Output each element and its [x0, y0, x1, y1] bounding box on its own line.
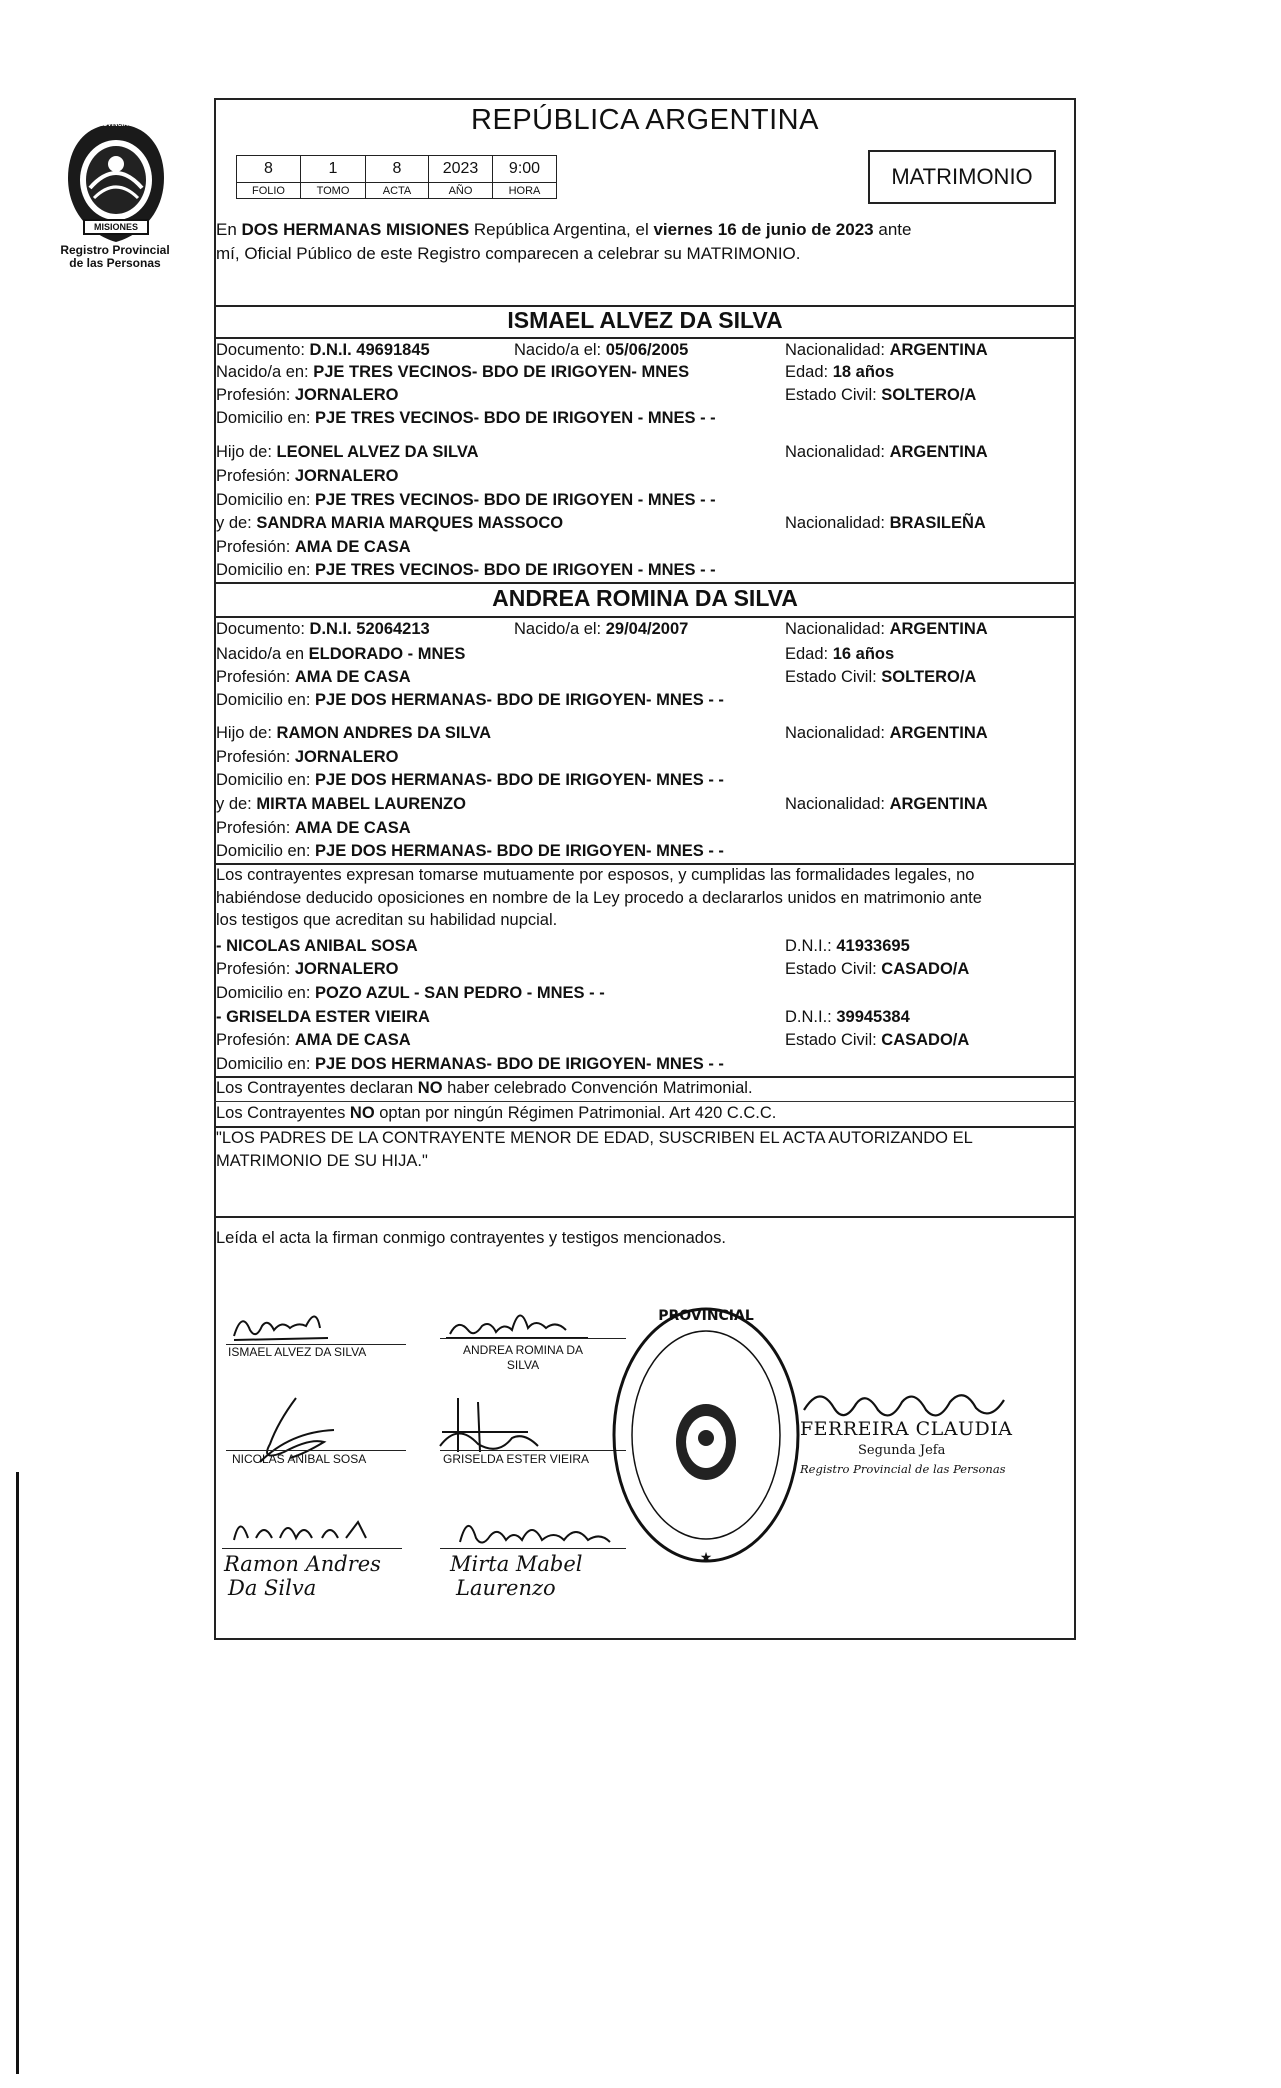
father-signature — [226, 1508, 376, 1548]
official-title: Segunda Jefa — [858, 1443, 946, 1458]
value: SANDRA MARIA MARQUES MASSOCO — [256, 514, 564, 532]
groom-profession — [216, 384, 398, 406]
label: Profesión: — [216, 1031, 295, 1049]
groom-mother-address — [216, 559, 716, 581]
intro-paragraph — [216, 218, 1074, 266]
value: 16 años — [832, 645, 895, 663]
groom-mother-nationality — [785, 512, 986, 534]
official-office: Registro Provincial de las Personas — [800, 1462, 1006, 1476]
mother-handwritten-line-1: Mirta Mabel — [450, 1552, 583, 1576]
value: ELDORADO - MNES — [308, 645, 466, 663]
label: Documento: — [216, 620, 310, 638]
bride-father-address — [216, 769, 724, 791]
divider — [214, 582, 1076, 584]
bride-signature-label-1: ANDREA ROMINA DA — [462, 1343, 584, 1357]
signature-line — [440, 1450, 626, 1451]
value: MIRTA MABEL LAURENZO — [256, 795, 466, 813]
value: LEONEL ALVEZ DA SILVA — [276, 443, 479, 461]
bride-signature — [440, 1298, 590, 1348]
bride-signature-label-2: SILVA — [506, 1358, 540, 1372]
label: Profesión: — [216, 960, 295, 978]
witness-1-dni — [785, 935, 910, 957]
svg-text:PROVINCIAL: PROVINCIAL — [658, 1308, 754, 1324]
value: ARGENTINA — [889, 795, 988, 813]
note-convention — [216, 1077, 753, 1099]
label: Profesión: — [216, 668, 295, 686]
label: Hijo de: — [216, 443, 277, 461]
label: Domicilio en: — [216, 491, 316, 509]
value: 41933695 — [836, 937, 910, 955]
value: 29/04/2007 — [605, 620, 689, 638]
label: Nacionalidad: — [785, 514, 890, 532]
father-handwritten-name — [224, 1552, 381, 1600]
father-handwritten-line-2: Da Silva — [228, 1576, 317, 1600]
anio-value: 2023 — [429, 156, 493, 183]
label: Domicilio en: — [216, 984, 316, 1002]
label: Domicilio en: — [216, 691, 316, 709]
registry-caption-line2: de las Personas — [69, 256, 161, 270]
groom-father-address — [216, 489, 716, 511]
witness-1-profession — [216, 958, 398, 980]
value: RAMON ANDRES DA SILVA — [276, 724, 492, 742]
value: AMA DE CASA — [294, 668, 411, 686]
mother-handwritten-line-2: Laurenzo — [456, 1576, 556, 1600]
label: y de: — [216, 795, 257, 813]
groom-document — [216, 339, 430, 361]
bride-father — [216, 722, 491, 744]
label: Estado Civil: — [785, 668, 882, 686]
intro-text-3: ante — [873, 220, 912, 239]
witness-2-name — [216, 1006, 430, 1028]
value: D.N.I. 49691845 — [309, 341, 430, 359]
value: PJE DOS HERMANAS- BDO DE IRIGOYEN- MNES - - — [315, 771, 724, 789]
declaration-line-1: Los contrayentes expresan tomarse mutuamente por esposos, y cumplidas las formalidades legales, no — [216, 866, 975, 884]
registry-caption-line1: Registro Provincial — [60, 243, 170, 257]
groom-mother — [216, 512, 563, 534]
note-text: Los Contrayentes declaran — [216, 1079, 418, 1097]
label: Domicilio en: — [216, 561, 316, 579]
signature-line — [440, 1338, 626, 1339]
label: Domicilio en: — [216, 1055, 316, 1073]
signature-line — [226, 1450, 406, 1451]
bride-father-nationality — [785, 722, 988, 744]
label: Profesión: — [216, 467, 295, 485]
note-emphasis: NO — [417, 1079, 443, 1097]
label: Hijo de: — [216, 724, 277, 742]
label: Profesión: — [216, 386, 295, 404]
groom-nationality — [785, 339, 988, 361]
label: Edad: — [785, 645, 833, 663]
intro-text-1: En — [216, 220, 242, 239]
logo-top-text: PROVINCIA DE — [94, 122, 138, 128]
value: AMA DE CASA — [294, 1031, 411, 1049]
bride-birthdate — [514, 618, 688, 640]
value: ARGENTINA — [889, 443, 988, 461]
observation-line-2: MATRIMONIO DE SU HIJA." — [216, 1151, 428, 1170]
witness-2-dni — [785, 1006, 910, 1028]
record-grid — [236, 155, 557, 199]
country-title: REPÚBLICA ARGENTINA — [471, 104, 819, 136]
witness-2-profession — [216, 1029, 411, 1051]
acta-value: 8 — [366, 156, 429, 183]
label: Nacido/a en: — [216, 363, 314, 381]
witness-2-civil-status — [785, 1029, 969, 1051]
father-handwritten-line-1: Ramon Andres — [224, 1552, 381, 1576]
anio-label: AÑO — [429, 183, 493, 199]
value: PJE DOS HERMANAS- BDO DE IRIGOYEN- MNES - - — [315, 842, 724, 860]
value: CASADO/A — [881, 1031, 970, 1049]
groom-father-nationality — [785, 441, 988, 463]
label: Nacionalidad: — [785, 620, 890, 638]
label: D.N.I.: — [785, 1008, 837, 1026]
bride-mother-address — [216, 840, 724, 862]
value: ARGENTINA — [889, 620, 988, 638]
groom-birthplace — [216, 361, 689, 383]
note-regime — [216, 1102, 776, 1124]
value: PJE TRES VECINOS- BDO DE IRIGOYEN - MNES - - — [315, 409, 716, 427]
value: SOLTERO/A — [881, 668, 977, 686]
groom-father-profession — [216, 465, 398, 487]
label: Nacionalidad: — [785, 795, 890, 813]
act-type-box: MATRIMONIO — [868, 150, 1056, 204]
mother-signature — [450, 1508, 620, 1552]
groom-name-heading: ISMAEL ALVEZ DA SILVA — [507, 307, 783, 333]
bride-age — [785, 643, 894, 665]
witness-2-address — [216, 1053, 724, 1075]
value: POZO AZUL - SAN PEDRO - MNES - - — [315, 984, 605, 1002]
official-round-seal-stamp — [606, 1300, 806, 1570]
groom-signature — [228, 1300, 338, 1348]
value: PJE DOS HERMANAS- BDO DE IRIGOYEN- MNES - - — [315, 1055, 724, 1073]
label: Profesión: — [216, 748, 295, 766]
groom-civil-status — [785, 384, 976, 406]
mother-handwritten-name — [450, 1552, 583, 1600]
value: PJE TRES VECINOS- BDO DE IRIGOYEN - MNES - - — [315, 491, 716, 509]
bride-signature-label — [458, 1343, 588, 1373]
label: Edad: — [785, 363, 833, 381]
declaration-line-2: habiéndose deducido oposiciones en nombre de la Ley procedo a declararlos unidos en matrimonio ante — [216, 888, 982, 907]
groom-address — [216, 407, 716, 429]
divider — [214, 1216, 1076, 1218]
value: BRASILEÑA — [889, 514, 986, 532]
label: Nacionalidad: — [785, 724, 890, 742]
witness-2-signature-label: GRISELDA ESTER VIEIRA — [443, 1452, 590, 1466]
intro-line-2: mí, Oficial Público de este Registro comparecen a celebrar su MATRIMONIO. — [216, 244, 801, 263]
label: Estado Civil: — [785, 386, 882, 404]
observation-paragraph — [216, 1127, 1076, 1172]
label: Estado Civil: — [785, 1031, 882, 1049]
label: Domicilio en: — [216, 842, 316, 860]
value: CASADO/A — [881, 960, 970, 978]
signature-line — [222, 1548, 402, 1549]
svg-text:★: ★ — [699, 1550, 713, 1566]
registry-caption — [40, 244, 190, 270]
label: Nacionalidad: — [785, 443, 890, 461]
groom-signature-label: ISMAEL ALVEZ DA SILVA — [228, 1345, 367, 1359]
label: Documento: — [216, 341, 310, 359]
value: 18 años — [832, 363, 895, 381]
intro-place: DOS HERMANAS MISIONES — [241, 220, 470, 239]
groom-father — [216, 441, 479, 463]
witness-1-name — [216, 935, 418, 957]
bride-address — [216, 689, 724, 711]
witness-1-signature-label: NICOLAS ANIBAL SOSA — [232, 1452, 367, 1466]
value: PJE TRES VECINOS- BDO DE IRIGOYEN- MNES — [313, 363, 690, 381]
label: Nacionalidad: — [785, 341, 890, 359]
bride-mother-nationality — [785, 793, 988, 815]
label: D.N.I.: — [785, 937, 837, 955]
bride-mother-profession — [216, 817, 411, 839]
value: JORNALERO — [294, 386, 399, 404]
value: AMA DE CASA — [294, 819, 411, 837]
acta-label: ACTA — [366, 183, 429, 199]
note-text: Los Contrayentes — [216, 1104, 350, 1122]
groom-mother-profession — [216, 536, 411, 558]
bride-birthplace — [216, 643, 465, 665]
scan-margin-line — [16, 1472, 19, 2074]
value: JORNALERO — [294, 467, 399, 485]
value: D.N.I. 52064213 — [309, 620, 430, 638]
hora-label: HORA — [493, 183, 557, 199]
declaration-line-3: los testigos que acreditan su habilidad nupcial. — [216, 911, 558, 929]
intro-text-2: República Argentina, el — [469, 220, 654, 239]
declaration-paragraph — [216, 864, 1076, 932]
value: JORNALERO — [294, 960, 399, 978]
folio-label: FOLIO — [237, 183, 301, 199]
official-name: FERREIRA CLAUDIA — [800, 1418, 1013, 1440]
bride-document — [216, 618, 430, 640]
value: SOLTERO/A — [881, 386, 977, 404]
tomo-value: 1 — [301, 156, 366, 183]
value: PJE DOS HERMANAS- BDO DE IRIGOYEN- MNES - - — [315, 691, 724, 709]
label: Estado Civil: — [785, 960, 882, 978]
intro-date: viernes 16 de junio de 2023 — [653, 220, 874, 239]
value: ARGENTINA — [889, 341, 988, 359]
logo-banner-text: MISIONES — [93, 222, 138, 232]
note-emphasis: NO — [349, 1104, 375, 1122]
label: Nacido/a el: — [514, 341, 606, 359]
value: - NICOLAS ANIBAL SOSA — [216, 937, 418, 955]
folio-value: 8 — [237, 156, 301, 183]
value: - GRISELDA ESTER VIEIRA — [216, 1008, 430, 1026]
witness-1-civil-status — [785, 958, 969, 980]
label: Domicilio en: — [216, 409, 316, 427]
label: Nacido/a en — [216, 645, 309, 663]
groom-birthdate — [514, 339, 688, 361]
label: Nacido/a el: — [514, 620, 606, 638]
label: y de: — [216, 514, 257, 532]
witness-1-address — [216, 982, 605, 1004]
label: Profesión: — [216, 819, 295, 837]
bride-name-heading: ANDREA ROMINA DA SILVA — [492, 585, 798, 611]
signature-line — [440, 1548, 626, 1549]
tomo-label: TOMO — [301, 183, 366, 199]
value: ARGENTINA — [889, 724, 988, 742]
groom-age — [785, 361, 894, 383]
value: PJE TRES VECINOS- BDO DE IRIGOYEN - MNES - - — [315, 561, 716, 579]
note-text: optan por ningún Régimen Patrimonial. Art 420 C.C.C. — [374, 1104, 777, 1122]
hora-value: 9:00 — [493, 156, 557, 183]
bride-mother — [216, 793, 466, 815]
label: Domicilio en: — [216, 771, 316, 789]
value: 05/06/2005 — [605, 341, 689, 359]
bride-nationality — [785, 618, 988, 640]
note-text: haber celebrado Convención Matrimonial. — [442, 1079, 753, 1097]
bride-civil-status — [785, 666, 976, 688]
observation-line-1: "LOS PADRES DE LA CONTRAYENTE MENOR DE EDAD, SUSCRIBEN EL ACTA AUTORIZANDO EL — [216, 1129, 973, 1147]
value: 39945384 — [836, 1008, 910, 1026]
bride-profession — [216, 666, 411, 688]
closing-statement: Leída el acta la firman conmigo contrayentes y testigos mencionados. — [216, 1229, 726, 1247]
label: Profesión: — [216, 538, 295, 556]
value: AMA DE CASA — [294, 538, 411, 556]
value: JORNALERO — [294, 748, 399, 766]
bride-father-profession — [216, 746, 398, 768]
